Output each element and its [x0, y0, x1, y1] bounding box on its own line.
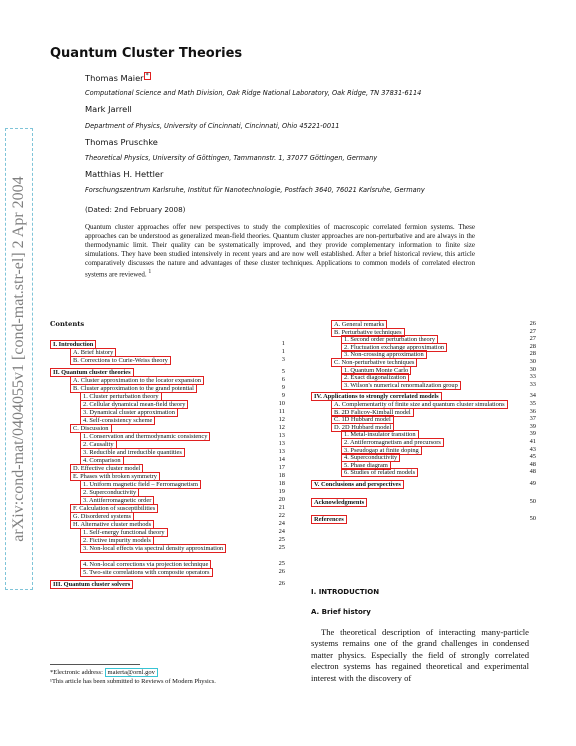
- toc-page-number: 37: [529, 415, 536, 423]
- toc-page-number: 14: [278, 456, 285, 463]
- toc-page-number: 27: [529, 327, 536, 335]
- toc-page-number: 18: [278, 472, 285, 479]
- toc-page-number: 28: [529, 342, 536, 350]
- toc-entry[interactable]: [70, 472, 160, 480]
- toc-page-number: 26: [278, 568, 285, 575]
- toc-entry-link[interactable]: 4. Non-local corrections via projection technique: [80, 560, 211, 569]
- toc-entry-link[interactable]: 2. Fictive impurity models: [80, 536, 154, 545]
- toc-entry-link[interactable]: 1. Uniform magnetic field – Ferromagnetism: [80, 480, 201, 489]
- toc-entry-link[interactable]: 2. Cellular dynamical mean-field theory: [80, 400, 188, 409]
- author-name: Matthias H. Hettler: [85, 169, 164, 179]
- toc-page-number: 39: [529, 422, 536, 430]
- toc-entry-link[interactable]: A. General remarks: [331, 320, 387, 329]
- arxiv-identifier: arXiv:cond-mat/0404055v1 [cond-mat.str-el] 2 Apr 2004: [10, 176, 27, 542]
- toc-entry[interactable]: [70, 520, 154, 528]
- toc-page-number: 24: [278, 520, 285, 527]
- toc-entry[interactable]: [80, 568, 213, 576]
- toc-entry[interactable]: [80, 408, 178, 416]
- toc-entry[interactable]: [341, 468, 418, 476]
- toc-page-number: 50: [529, 515, 536, 523]
- toc-page-number: 33: [529, 373, 536, 381]
- toc-page-number: 1: [281, 340, 285, 347]
- toc-entry[interactable]: [80, 416, 155, 424]
- author-affiliation: Theoretical Physics, University of Göttingen, Tammannstr. 1, 37077 Göttingen, Germany: [85, 154, 378, 162]
- toc-entry[interactable]: [70, 376, 204, 384]
- email-link[interactable]: maierta@ornl.gov: [105, 668, 158, 677]
- footnotes: [50, 664, 216, 686]
- subsection-heading: A. Brief history: [311, 608, 371, 616]
- toc-entry[interactable]: [70, 464, 143, 472]
- toc-entry-link[interactable]: 3. Pseudogap at finite doping: [341, 446, 422, 455]
- toc-entry-link[interactable]: 4. Comparison: [80, 456, 124, 465]
- abstract-footnote-mark: 1: [148, 269, 152, 276]
- footnote-rule: [50, 664, 140, 665]
- toc-page-number: 10: [278, 400, 285, 407]
- toc-page-number: 25: [278, 560, 285, 567]
- toc-entry[interactable]: [50, 580, 133, 588]
- toc-entry-link[interactable]: 1. Conservation and thermodynamic consistency: [80, 432, 210, 441]
- toc-page-number: 17: [278, 464, 285, 471]
- toc-page-number: 3: [281, 356, 285, 363]
- toc-page-number: 36: [529, 407, 536, 415]
- toc-entry-link[interactable]: 3. Non-local effects via spectral density approximation: [80, 544, 226, 553]
- toc-entry-link[interactable]: A. Complementarity of finite size and quantum cluster simulations: [331, 400, 508, 409]
- toc-page-number: 48: [529, 468, 536, 476]
- toc-entry[interactable]: [70, 348, 116, 356]
- toc-entry-link[interactable]: 3. Dynamical cluster approximation: [80, 408, 178, 417]
- contents-heading: Contents: [50, 320, 85, 328]
- toc-entry[interactable]: [80, 456, 124, 464]
- toc-entry-link[interactable]: D. 2D Hubbard model: [331, 423, 394, 432]
- toc-entry[interactable]: [80, 544, 226, 552]
- toc-entry-link[interactable]: C. 1D Hubbard model: [331, 415, 394, 424]
- toc-entry-link[interactable]: V. Conclusions and perspectives: [311, 480, 404, 489]
- toc-page-number: 30: [529, 365, 536, 373]
- toc-page-number: 49: [529, 480, 536, 487]
- toc-page-number: 12: [278, 424, 285, 431]
- toc-page-number: 11: [278, 408, 285, 415]
- toc-entry-link[interactable]: 4. Superconductivity: [341, 453, 400, 462]
- toc-entry-link[interactable]: B. Perturbative techniques: [331, 328, 405, 337]
- toc-entry-link[interactable]: B. 2D Falicov-Kimball model: [331, 408, 414, 417]
- toc-entry[interactable]: [70, 384, 197, 392]
- toc-page-number: 41: [529, 438, 536, 445]
- toc-entry[interactable]: [80, 536, 154, 544]
- toc-entry-link[interactable]: 1. Second order perturbation theory: [341, 335, 438, 344]
- toc-entry-link[interactable]: 1. Metal-insulator transition: [341, 430, 419, 439]
- toc-entry[interactable]: [80, 392, 162, 400]
- toc-entry[interactable]: [341, 381, 461, 389]
- toc-entry[interactable]: [80, 448, 185, 456]
- toc-entry[interactable]: [80, 480, 201, 488]
- toc-page-number: 25: [278, 536, 285, 543]
- arxiv-side-stamp: [5, 128, 33, 590]
- toc-entry[interactable]: [70, 512, 134, 520]
- toc-page-number: 26: [278, 580, 285, 587]
- toc-entry[interactable]: [80, 560, 211, 568]
- toc-entry[interactable]: [50, 368, 134, 376]
- toc-entry[interactable]: [80, 400, 188, 408]
- author-name: Mark Jarrell: [85, 104, 132, 114]
- toc-entry-link[interactable]: 2. Exact diagonalization: [341, 373, 409, 382]
- toc-entry[interactable]: [80, 440, 117, 448]
- toc-page-number: 20: [278, 496, 285, 503]
- body-paragraph: The theoretical description of interacting many-particle systems remains one of the grand challenges in condensed matter physics. Especially the field of strongly correlated electron systems has regained theoretical and experimental interest with the discovery of: [311, 627, 529, 683]
- toc-page-number: 9: [281, 392, 285, 399]
- toc-entry-link[interactable]: C. Non-perturbative techniques: [331, 358, 417, 367]
- toc-entry[interactable]: [70, 356, 171, 364]
- toc-page-number: 28: [529, 350, 536, 358]
- footnote-email: *Electronic address: maierta@ornl.gov: [50, 668, 216, 677]
- toc-entry-link[interactable]: 6. Studies of related models: [341, 468, 418, 477]
- toc-entry[interactable]: [80, 432, 210, 440]
- toc-entry-link[interactable]: D. Effective cluster model: [70, 464, 143, 473]
- toc-entry[interactable]: [311, 480, 404, 488]
- toc-entry[interactable]: [80, 528, 168, 536]
- toc-page-number: 34: [529, 392, 536, 400]
- toc-entry-link[interactable]: II. Quantum cluster theories: [50, 368, 134, 377]
- toc-entry-link[interactable]: B. Corrections to Curie-Weiss theory: [70, 356, 171, 365]
- section-heading: I. INTRODUCTION: [311, 588, 380, 596]
- toc-page-number: 26: [529, 320, 536, 327]
- toc-entry-link[interactable]: 3. Non-crossing approximation: [341, 350, 427, 359]
- author-affiliation: Computational Science and Math Division, Oak Ridge National Laboratory, Oak Ridge, TN 37831-6114: [85, 89, 422, 97]
- toc-page-number: 27: [529, 335, 536, 343]
- abstract: Quantum cluster approaches offer new perspectives to study the complexities of macroscopic correlated fermion systems. These approaches can be understood as generalized mean-field theories. Quantum cluster approaches are non-perturbative and are always in the thermodynamic limit. Their quality can be systematically improved, and they provide complementary information to finite size simulations. They have been studied intensively in recent years and are now well established. After a brief historical review, this article comparatively discusses the nature and advantages of these cluster techniques. Applications to common models of correlated electron systems are reviewed. $^1$: [85, 223, 475, 279]
- toc-entry[interactable]: [311, 498, 367, 506]
- toc-entry-link[interactable]: 2. Superconductivity: [80, 488, 139, 497]
- toc-entry-link[interactable]: E. Phases with broken symmetry: [70, 472, 160, 481]
- toc-entry-link[interactable]: G. Disordered systems: [70, 512, 134, 521]
- toc-entry-link[interactable]: 1. Self-energy functional theory: [80, 528, 168, 537]
- toc-entry-link[interactable]: A. Cluster approximation to the locator expansion: [70, 376, 204, 385]
- author-footnote-link[interactable]: *: [145, 72, 149, 79]
- footnote-submitted: ¹This article has been submitted to Reviews of Modern Physics.: [50, 678, 216, 685]
- toc-entry[interactable]: [50, 340, 96, 348]
- toc-page-number: 25: [278, 544, 285, 551]
- toc-page-number: 18: [278, 480, 285, 487]
- toc-page-number: 45: [529, 453, 536, 461]
- paper-title: Quantum Cluster Theories: [50, 46, 243, 61]
- toc-entry-link[interactable]: 3. Reducible and irreducible quantities: [80, 448, 185, 457]
- toc-page-number: 35: [529, 400, 536, 407]
- toc-entry-link[interactable]: 5. Two-site correlations with composite operators: [80, 568, 213, 577]
- dated-line: (Dated: 2nd February 2008): [85, 205, 186, 214]
- toc-page-number: 21: [278, 504, 285, 511]
- toc-entry-link[interactable]: 2. Fluctuation exchange approximation: [341, 343, 447, 352]
- toc-entry-link[interactable]: H. Alternative cluster methods: [70, 520, 154, 529]
- author-name: Thomas Pruschke: [85, 137, 158, 147]
- toc-page-number: 50: [529, 497, 536, 505]
- author-name: Thomas Maier *: [85, 72, 149, 83]
- toc-entry-link[interactable]: 3. Wilson's numerical renormalization group: [341, 381, 461, 390]
- toc-page-number: 9: [281, 384, 285, 391]
- toc-entry-link[interactable]: 4. Self-consistency scheme: [80, 416, 155, 425]
- toc-entry-link[interactable]: 1. Cluster perturbation theory: [80, 392, 162, 401]
- toc-page-number: 30: [529, 358, 536, 365]
- toc-page-number: 19: [278, 488, 285, 495]
- toc-entry[interactable]: [80, 496, 154, 504]
- toc-page-number: 5: [281, 368, 285, 375]
- toc-entry-link[interactable]: F. Calculation of susceptibilities: [70, 504, 158, 513]
- author-affiliation: Forschungszentrum Karlsruhe, Institut für Nanotechnologie, Postfach 3640, 76021 Karlsruhe, Germany: [85, 186, 425, 194]
- toc-entry-link[interactable]: IV. Applications to strongly correlated models: [311, 392, 442, 401]
- toc-entry-link[interactable]: 2. Causality: [80, 440, 117, 449]
- toc-entry[interactable]: [70, 504, 158, 512]
- toc-entry[interactable]: [80, 488, 139, 496]
- author-affiliation: Department of Physics, University of Cincinnati, Cincinnati, Ohio 45221-0011: [85, 122, 340, 130]
- toc-entry[interactable]: [311, 515, 347, 523]
- toc-entry-link[interactable]: III. Quantum cluster solvers: [50, 580, 133, 589]
- toc-page-number: 1: [281, 348, 285, 355]
- toc-entry-link[interactable]: B. Cluster approximation to the grand potential: [70, 384, 197, 393]
- toc-page-number: 33: [529, 380, 536, 388]
- toc-page-number: 48: [529, 460, 536, 468]
- toc-entry-link[interactable]: Acknowledgments: [311, 498, 367, 507]
- toc-entry-link[interactable]: 5. Phase diagram: [341, 461, 391, 470]
- toc-page-number: 6: [281, 376, 285, 383]
- toc-entry[interactable]: [70, 424, 112, 432]
- toc-entry-link[interactable]: I. Introduction: [50, 340, 96, 349]
- toc-page-number: 12: [278, 416, 285, 423]
- toc-page-number: 13: [278, 448, 285, 455]
- toc-page-number: 43: [529, 445, 536, 453]
- toc-entry-link[interactable]: A. Brief history: [70, 348, 116, 357]
- toc-entry-link[interactable]: C. Discussion: [70, 424, 112, 433]
- toc-entry-link[interactable]: 1. Quantum Monte Carlo: [341, 366, 411, 375]
- toc-page-number: 13: [278, 440, 285, 447]
- toc-entry-link[interactable]: 2. Antiferromagnetism and precursors: [341, 438, 444, 447]
- toc-page-number: 39: [529, 430, 536, 438]
- toc-entry-link[interactable]: References: [311, 515, 347, 524]
- toc-page-number: 22: [278, 512, 285, 519]
- toc-page-number: 24: [278, 528, 285, 535]
- toc-page-number: 13: [278, 432, 285, 439]
- toc-entry-link[interactable]: 3. Antiferromagnetic order: [80, 496, 154, 505]
